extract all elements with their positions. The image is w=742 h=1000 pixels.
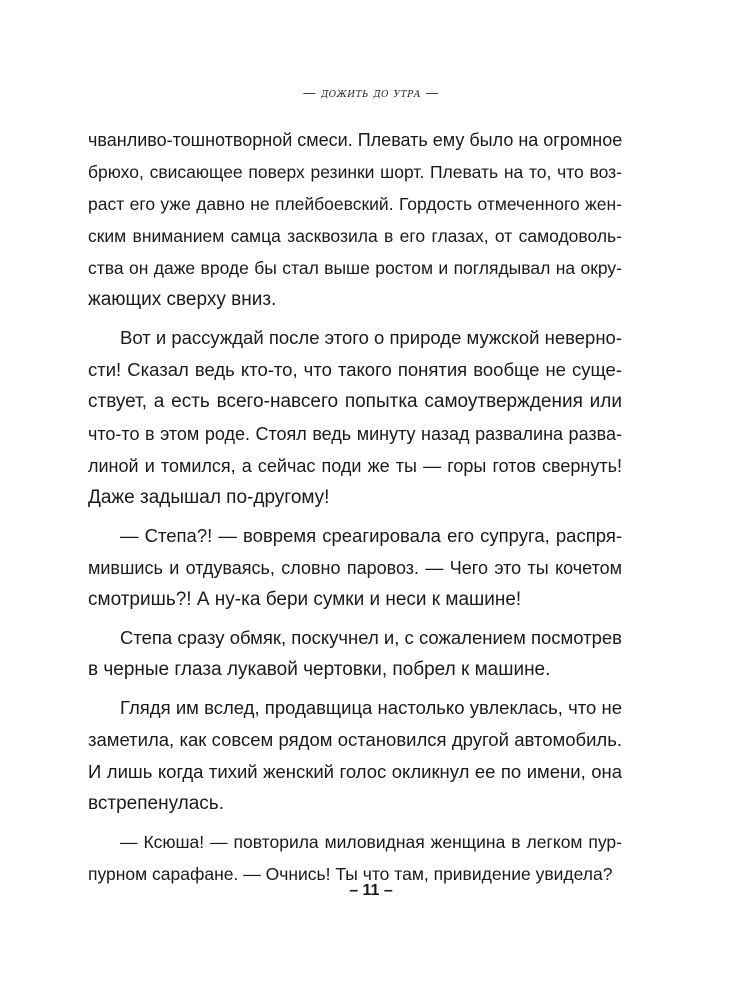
text-line: сти! Сказал ведь кто-то, что такого понятия вообще не суще- — [88, 359, 622, 380]
body-text — [88, 124, 622, 890]
paragraph — [88, 622, 622, 686]
text-line: чванливо-тошнотворной смеси. Плевать ему было на огромное — [88, 130, 623, 150]
paragraph — [88, 692, 622, 820]
paragraph — [88, 520, 622, 616]
text-line: заметила, как совсем рядом остановился другой автомобиль. — [88, 729, 622, 750]
text-line: И лишь когда тихий женский голос окликнул ее по имени, она — [88, 761, 622, 782]
text-line: в черные глаза лукавой чертовки, побрел к машине. — [88, 659, 551, 680]
page-number: – 11 – — [349, 882, 393, 899]
text-line: раст его уже давно не плейбоевский. Гордость отмеченного жен- — [88, 194, 622, 214]
text-line: смотришь?! А ну-ка бери сумки и неси к машине! — [88, 589, 522, 610]
text-line: ства он даже вроде бы стал выше ростом и поглядывал на окру- — [88, 258, 622, 278]
text-line: Глядя им вслед, продавщица настолько увлеклась, что не — [120, 697, 622, 718]
text-line: что-то в этом роде. Стоял ведь минуту назад развалина разва- — [88, 424, 622, 444]
text-line: мившись и отдуваясь, словно паровоз. — Чего это ты кочетом — [88, 558, 622, 578]
paragraph — [88, 322, 622, 514]
paragraph — [88, 124, 622, 316]
text-line: встрепенулась. — [88, 793, 224, 814]
text-line: линой и томился, а сейчас поди же ты — горы готов свернуть! — [88, 456, 622, 476]
paragraph — [88, 826, 622, 890]
text-line: брюхо, свисающее поверх резинки шорт. Плевать на то, что воз- — [88, 162, 622, 182]
text-line: Даже задышал по-другому! — [88, 487, 330, 508]
text-line: Вот и рассуждай после этого о природе мужской неверно- — [120, 327, 622, 348]
running-header: — дожить до утра — — [302, 86, 440, 101]
text-line: — Ксюша! — повторила миловидная женщина в легком пур- — [120, 832, 622, 852]
text-line: ским вниманием самца засквозила в его глазах, от самодоволь- — [88, 226, 622, 246]
text-line: жающих сверху вниз. — [88, 289, 277, 310]
text-line: — Степа?! — вовремя среагировала его супруга, распря- — [120, 525, 622, 546]
text-line: пурном сарафане. — Очнись! Ты что там, привидение увидела? — [88, 864, 613, 884]
text-line: ствует, а есть всего-навсего попытка самоутверждения или — [88, 391, 622, 412]
text-line: Степа сразу обмяк, поскучнел и, с сожалением посмотрев — [120, 627, 622, 648]
